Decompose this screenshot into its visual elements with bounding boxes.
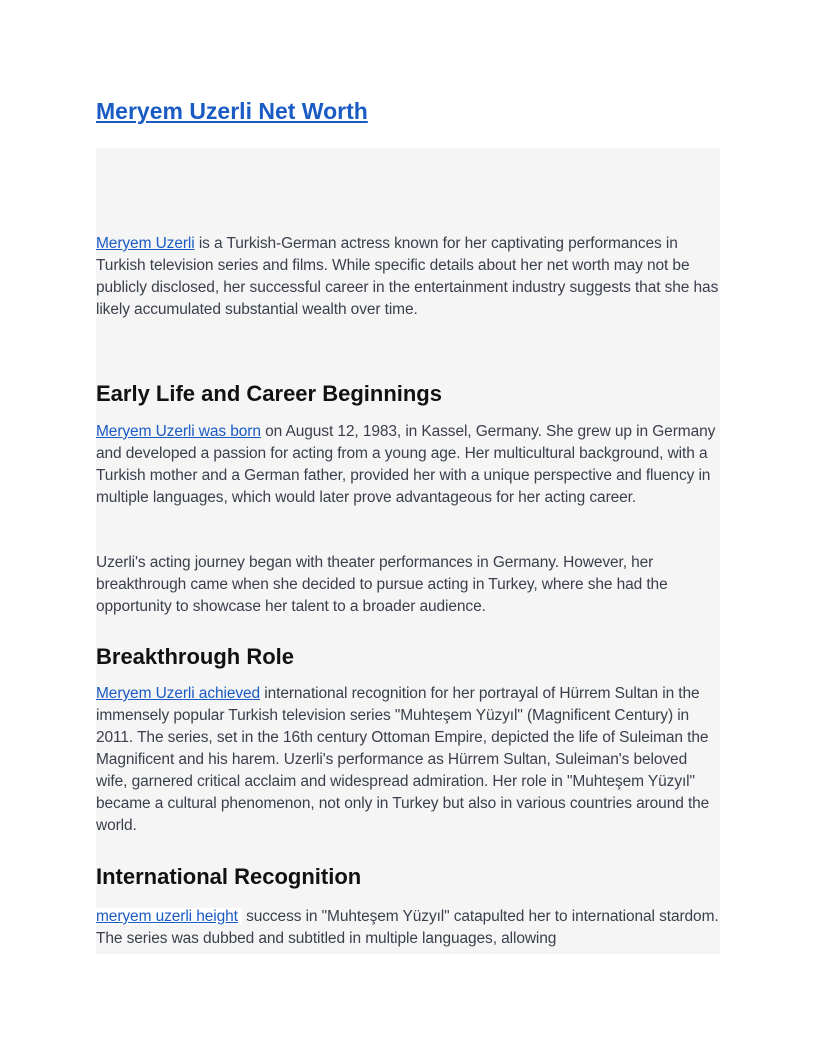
article-body [96,148,720,954]
breakthrough-paragraph [96,683,720,837]
title-link[interactable]: Meryem Uzerli Net Worth [96,98,368,124]
achieved-link[interactable]: Meryem Uzerli achieved [96,685,261,702]
intro-text: is a Turkish-German actress known for her captivating performances in Turkish television series and films. While specific details about her net worth may not be publicly disclosed, her successful career in the entertainment industry suggests that she has likely accumulated substantial wealth over time. [96,235,719,318]
early-life-paragraph-1 [96,421,720,509]
intro-link[interactable]: Meryem Uzerli [96,235,195,252]
international-text: success in "Muhteşem Yüzyıl" catapulted her to international stardom. The series was dubbed and subtitled in multiple languages, allowing [96,908,719,947]
early-life-text-1: on August 12, 1983, in Kassel, Germany. She grew up in Germany and developed a passion for acting from a young age. Her multicultural background, with a Turkish mother and a German father, provided her with a unique perspective and fluency in multiple languages, which would later prove advantageous for her acting career. [96,423,716,506]
height-link[interactable]: meryem uzerli height [96,908,242,925]
early-life-paragraph-2: Uzerli's acting journey began with theater performances in Germany. However, her breakthrough came when she decided to pursue acting in Turkey, where she had the opportunity to showcase her talent to a broader audience. [96,554,668,615]
section-heading-early-life: Early Life and Career Beginnings [96,381,442,406]
section-heading-international: International Recognition [96,864,362,889]
intro-paragraph [96,233,720,321]
born-link[interactable]: Meryem Uzerli was born [96,423,261,440]
breakthrough-text: international recognition for her portrayal of Hürrem Sultan in the immensely popular Turkish television series "Muhteşem Yüzyıl" (Magnificent Century) in 2011. The series, set in the 16th century Ottoman Empire, depicted the life of Suleiman the Magnificent and his harem. Uzerli's performance as Hürrem Sultan, Suleiman's beloved wife, garnered critical acclaim and widespread admiration. Her role in "Muhteşem Yüzyıl" became a cultural phenomenon, not only in Turkey but also in various countries around the world. [96,685,710,834]
page-title [96,96,368,126]
international-paragraph [96,906,720,950]
section-heading-breakthrough: Breakthrough Role [96,644,295,669]
